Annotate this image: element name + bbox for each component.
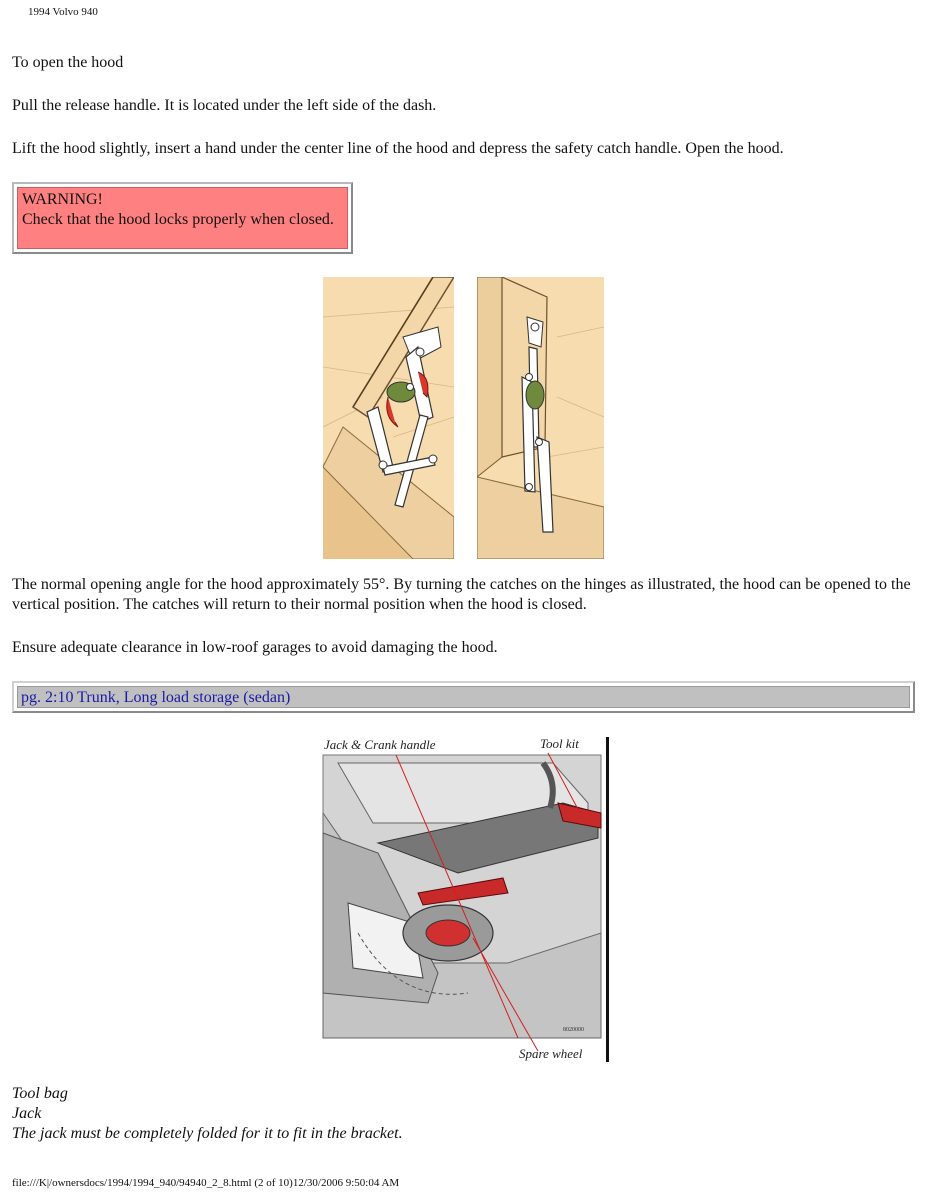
caption-tool-bag: Tool bag: [12, 1085, 68, 1102]
section-title: To open the hood: [12, 54, 124, 71]
trunk-figure-code: 8020000: [563, 1027, 584, 1033]
caption-jack: Jack: [12, 1105, 42, 1122]
footer-file-path: file:///K|/ownersdocs/1994/1994_940/94940_2_8.html (2 of 10)12/30/2006 9:50:04 AM: [12, 1177, 400, 1189]
paragraph-opening-angle: The normal opening angle for the hood approximately 55°. By turning the catches on the hinges as illustrated, the hood can be opened to the vertical position. The catches will return to their normal position when the hood is closed.: [12, 576, 911, 613]
caption-jack-folded: The jack must be completely folded for it to fit in the bracket.: [12, 1125, 403, 1142]
paragraph-release-handle: Pull the release handle. It is located under the left side of the dash.: [12, 97, 437, 114]
next-page-link-panel: [17, 686, 910, 708]
warning-panel: [17, 187, 348, 249]
header-title: 1994 Volvo 940: [28, 6, 98, 18]
hood-hinge-illustration-right: [477, 277, 604, 559]
warning-title: WARNING!: [22, 191, 103, 208]
warning-text: Check that the hood locks properly when closed.: [22, 211, 334, 228]
paragraph-lift-hood: Lift the hood slightly, insert a hand under the center line of the hood and depress the safety catch handle. Open the hood.: [12, 140, 784, 157]
next-page-link[interactable]: pg. 2:10 Trunk, Long load storage (sedan): [21, 689, 291, 706]
trunk-label-spare-wheel: Spare wheel: [519, 1046, 583, 1061]
next-page-link-bar: [12, 681, 915, 713]
trunk-label-toolkit: Tool kit: [540, 736, 579, 751]
warning-box: [12, 182, 353, 254]
hood-hinge-illustration-left: [323, 277, 454, 559]
paragraph-garage-clearance: Ensure adequate clearance in low-roof garages to avoid damaging the hood.: [12, 639, 498, 656]
trunk-illustration: [318, 733, 610, 1065]
trunk-label-jack: Jack & Crank handle: [324, 737, 436, 752]
